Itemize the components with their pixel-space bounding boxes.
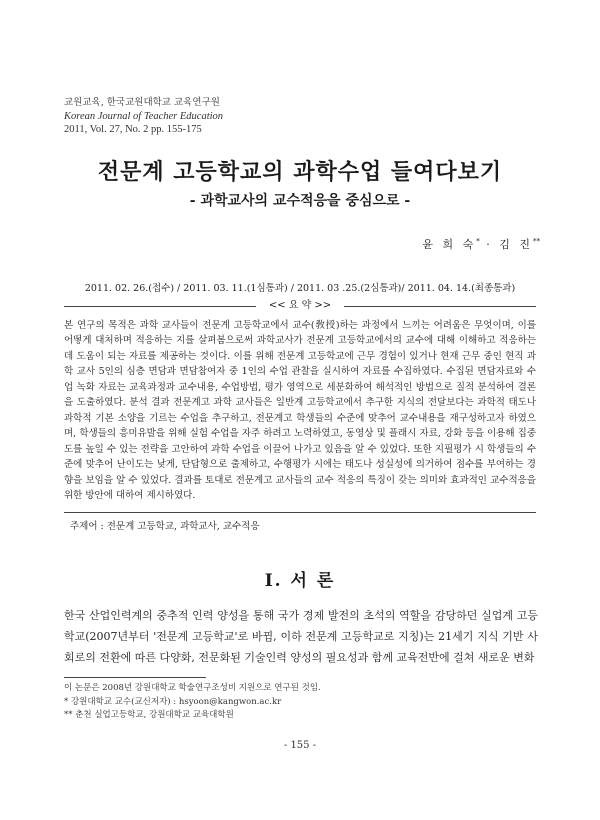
journal-name-korean: 교원교육, 한국교원대학교 교육연구원 [64, 97, 220, 108]
abstract-header [64, 299, 536, 313]
author-separator: · [479, 238, 500, 251]
author-name: 윤 희 숙 [422, 238, 477, 251]
section-heading: Ⅰ. 서 론 [264, 571, 336, 591]
journal-info [64, 96, 223, 137]
footnote: * 강원대학교 교수(교신저자) : hsyoon@kangwon.ac.kr [64, 696, 282, 707]
body-paragraph: 한국 산업인력계의 중추적 인력 양성을 통해 국가 경제 발전의 초석의 역할을 감당하던 실업계 고등학교(2007년부터 '전문계 고등학교'로 바뀜, 이하 전문계 고등학교로 지칭)는 21세기 지식 기반 사회로의 전환에 따른 다양화, 전문화된 기술인력 양성의 필요성과 함께 교육전반에 걸쳐 새로운 변화 [64, 609, 538, 664]
paper-subtitle: - 과학교사의 교수적응을 중심으로 - [189, 193, 411, 209]
divider [64, 512, 536, 513]
journal-volume: 2011, Vol. 27, No. 2 pp. 155-175 [64, 124, 202, 135]
journal-name-english: Korean Journal of Teacher Education [64, 110, 224, 122]
footnotes [64, 682, 321, 723]
paper-title: 전문계 고등학교의 과학수업 들여다보기 [97, 159, 503, 185]
author-name: 김 진 [499, 238, 533, 251]
footnote: 이 논문은 2008년 강원대학교 학술연구조성비 지원으로 연구된 것임. [64, 683, 321, 693]
footnote-divider [64, 677, 206, 678]
keywords: 주제어 : 전문계 고등학교, 과학교사, 교수적응 [70, 521, 260, 532]
page-number: - 155 - [283, 740, 317, 751]
divider [344, 306, 536, 307]
abstract-body: 본 연구의 목적은 과학 교사들이 전문계 고등학교에서 교수(敎授)하는 과정에서 느끼는 어려움은 무엇이며, 이를 어떻게 대처하며 적응하는 지를 살펴봄으로써 과학교사가 전문계 고등학교에서의 교수에 대해 이해하고 적응하는 데 도움이 되는 자료를 제공하는 것이다. 이를 위해 전문계 고등학교에 근무 경험이 있거나 현재 근무 중인 현직 과학 교사 5인의 심층 면담과 면담참여자 중 1인의 수업 관찰을 실시하여 자료를 수집하였다. 수집된 면담자료와 수업 녹화 자료는 교육과정과 교수내용, 수업방법, 평가 영역으로 세분화하여 해석적인 방법으로 질적 분석하여 결론을 도출하였다. 분석 결과 전문계고 과학 교사들은 일반계 고등학교에서 추구한 지식의 전달보다는 과학적 태도나 과학적 기본 소양을 기르는 수업을 추구하고, 전문계고 학생들의 수준에 맞추어 교수내용을 재구성하고자 하였으며, 학생들의 흥미유발을 위해 실험 수업을 자주 하려고 노력하였고, 동영상 및 플래시 자료, 강화 등을 이용해 집중도를 높일 수 있는 전략을 고안하여 과학 수업을 이끌어 나가고 있음을 알 수 있었다. 또한 지필평가 시 학생들의 수준에 맞추어 난이도는 낮게, 단답형으로 출제하고, 수행평가 시에는 태도나 성실성에 의거하여 점수를 부여하는 경향을 보임을 알 수 있었다. 결과를 토대로 전문계고 교사들의 교수 적응의 특징이 갖는 의미와 효과적인 교수적응을 위한 방안에 대하여 제시하였다. [64, 320, 536, 501]
footnote: ** 춘천 실업고등학교, 강원대학교 교육대학원 [64, 710, 234, 720]
abstract-label: << 요 약 >> [268, 300, 332, 311]
author-mark: ** [533, 237, 540, 246]
author-line [422, 236, 540, 252]
author-mark: * [476, 237, 480, 246]
review-dates: 2011. 02. 26.(접수) / 2011. 03. 11.(1심통과) / 2011. 03 .25.(2심통과)/ 2011. 04. 14.(최종통과) [84, 283, 516, 294]
